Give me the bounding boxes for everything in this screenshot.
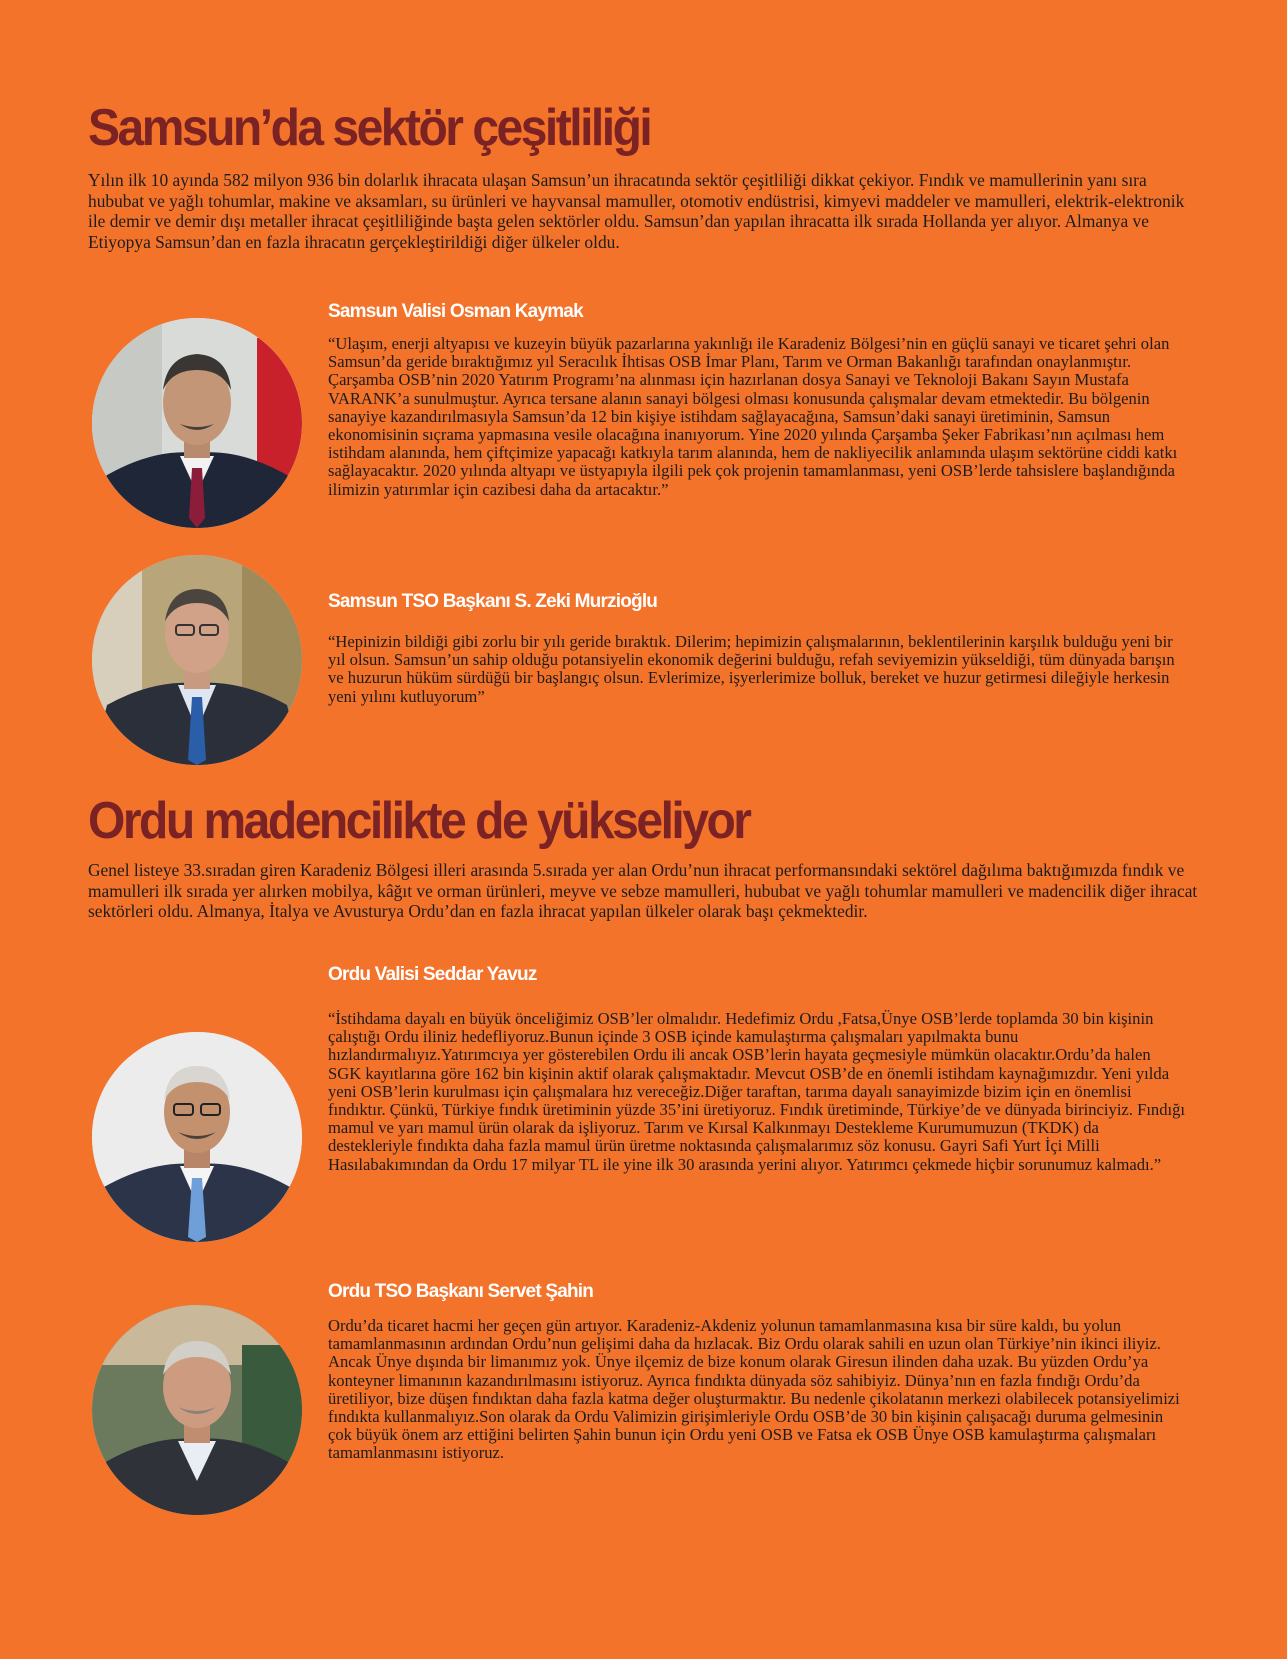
portrait-osman-kaymak-image bbox=[92, 318, 302, 528]
quote-seddar-yavuz: “İstihdama dayalı en büyük önceliğimiz OSB’ler olmalıdır. Hedefimiz Ordu ,Fatsa,Ünye OSB’lerde toplamda 30 bin kişinin çalıştığı Ordu iliniz hedefliyoruz.Bunun içinde 3 OSB içinde kamulaştırma çalışmaları yapılmakta bunu hızlandırmalıyız.Yatırımcıya yer gösterebilen Ordu ili ancak OSB’lerin hayata geçmesiyle mümkün olacaktır.Ordu’da halen SGK kayıtlarına göre 162 bin kişinin aktif olarak çalışmaktadır. Mevcut OSB’de en önemli istihdam kaynağımızdır. Yeni yılda yeni OSB’lerin kurulması için çalışmalara hız vereceğiz.Diğer taraftan, tarıma dayalı sanayimizde bizim için en önemlisi fındıktır. Çünkü, Türkiye fındık üretiminin yüzde 35’ini üretiyoruz. Fındık üretiminde, Türkiye’de ve dünyada birinciyiz. Fındığı mamul ve yarı mamul ürün olarak da işliyoruz. Tarım ve Kırsal Kalkınmayı Destekleme Kurumumuzun (TKDK) da destekleriyle fındıkta daha fazla mamul ürün üretme noktasında çalışmalarımız söz konusu. Gayri Safi Yurt İçi Milli Hasılabakımından da Ordu 17 milyar TL ile yine ilk 30 arasında yerini alıyor. Yatırımcı çekmede hiçbir sorunumuz kalmadı.” bbox=[328, 1009, 1186, 1174]
person-name-seddar-yavuz: Ordu Valisi Seddar Yavuz bbox=[328, 964, 537, 985]
section-title-ordu: Ordu madencilikte de yükseliyor bbox=[88, 792, 750, 850]
intro-samsun: Yılın ilk 10 ayında 582 milyon 936 bin dolarlık ihracata ulaşan Samsun’un ihracatında sektör çeşitliliği dikkat çekiyor. Fındık ve mamullerinin yanı sıra hububat ve yağlı tohumlar, makine ve aksamları, su ürünleri ve hayvansal mamuller, otomotiv endüstrisi, kimyevi maddeler ve mamulleri, elektrik-elektronik ile demir ve demir dışı metaller ihracat çeşitliliğinde başta gelen sektörler oldu. Samsun’dan yapılan ihracatta ilk sırada Hollanda yer alıyor. Almanya ve Etiyopya Samsun’dan en fazla ihracatın gerçekleştirildiği diğer ülkeler oldu. bbox=[88, 170, 1185, 252]
section-title-samsun: Samsun’da sektör çeşitliliği bbox=[88, 99, 651, 157]
portrait-servet-sahin bbox=[92, 1305, 302, 1515]
person-name-zeki-murzioglu: Samsun TSO Başkanı S. Zeki Murzioğlu bbox=[328, 591, 658, 612]
portrait-servet-sahin-image bbox=[92, 1305, 302, 1515]
intro-ordu: Genel listeye 33.sıradan giren Karadeniz Bölgesi illeri arasında 5.sırada yer alan Ordu’nun ihracat performansındaki sektörel dağılıma baktığımızda fındık ve mamulleri ilk sırada yer alırken mobilya, kâğıt ve orman ürünleri, meyve ve sebze mamulleri, hububat ve yağlı tohumlar mamulleri ve madencilik diğer ihracat sektörleri oldu. Almanya, İtalya ve Avusturya Ordu’dan en fazla ihracat yapılan ülkeler olarak başı çekmektedir. bbox=[88, 860, 1198, 922]
portrait-seddar-yavuz bbox=[92, 1032, 302, 1242]
person-name-servet-sahin: Ordu TSO Başkanı Servet Şahin bbox=[328, 1281, 594, 1302]
quote-servet-sahin: Ordu’da ticaret hacmi her geçen gün artıyor. Karadeniz-Akdeniz yolunun tamamlanmasına kısa bir süre kaldı, bu yolun tamamlanmasının ardından Ordu’nun gelişimi daha da hızlacak. Biz Ordu olarak sahili en uzun olan Türkiye’nin ikinci iliyiz. Ancak Ünye dışında bir limanımız yok. Ünye ilçemiz de bize konum olarak Giresun ilinden daha uzak. Bu yüzden Ordu’ya konteyner limanının kazandırılmasını istiyoruz. Ayrıca fındıkta dünyada söz sahibiyiz. Dünya’nın en fazla fındığı Ordu’da üretiliyor, bize düşen fındıktan daha fazla katma değer oluşturmaktır. Bu nedenle çikolatanın merkezi olabilecek potansiyelimizi fındıkta kullanmalıyız.Son olarak da Ordu Valimizin girişimleriyle Ordu OSB’de 30 bin kişinin çalışacağı duruma gelmesinin çok büyük önem arz ettiğini belirten Şahin bunun için Ordu yeni OSB ve Fatsa ek OSB Ünye OSB kamulaştırma çalışmaları tamamlanmasını istiyoruz. bbox=[328, 1316, 1180, 1463]
person-name-osman-kaymak: Samsun Valisi Osman Kaymak bbox=[328, 301, 583, 322]
portrait-zeki-murzioglu-image bbox=[92, 555, 302, 765]
portrait-seddar-yavuz-image bbox=[92, 1032, 302, 1242]
portrait-osman-kaymak bbox=[92, 318, 302, 528]
portrait-zeki-murzioglu bbox=[92, 555, 302, 765]
quote-osman-kaymak: “Ulaşım, enerji altyapısı ve kuzeyin büyük pazarlarına yakınlığı ile Karadeniz Bölgesi’nin en güçlü sanayi ve ticaret şehri olan Samsun’da geride bıraktığımız yıl Seracılık İhtisas OSB İmar Planı, Tarım ve Orman Bakanlığı tarafından onaylanmıştır. Çarşamba OSB’nin 2020 Yatırım Programı’na alınması için hazırlanan dosya Sanayi ve Teknoloji Bakanı Sayın Mustafa VARANK’a sunulmuştur. Ayrıca tersane alanın sanayi bölgesi olması konusunda çalışmalar devam etmektedir. Bu bölgenin sanayiye kazandırılmasıyla Samsun’da 12 bin kişiye istihdam sağlayacağına, Samsun’daki sanayi üretiminin, Samsun ekonomisinin sıçrama yapmasına vesile olacağına inanıyorum. Yine 2020 yılında Çarşamba Şeker Fabrikası’nın açılması hem istihdam alanında, hem çiftçimize yapacağı katkıyla tarım alanında, hem de nakliyecilik anlamında ulaşım sektörüne ciddi katkı sağlayacaktır. 2020 yılında altyapı ve üstyapıyla ilgili pek çok projenin tamamlanması, yeni OSB’lerde tahsislere başlandığında ilimizin yatırımlar için cazibesi daha da artacaktır.” bbox=[328, 334, 1178, 499]
quote-zeki-murzioglu: “Hepinizin bildiği gibi zorlu bir yılı geride bıraktık. Dilerim; hepimizin çalışmalarının, beklentilerinin karşılık bulduğu yeni bir yıl olsun. Samsun’un sahip olduğu potansiyelin ekonomik değerini bulduğu, refah seviyemizin yükseldiği, tüm dünyada barışın ve huzurun hüküm sürdüğü bir başlangıç olsun. Evlerimize, işyerlerimize bolluk, bereket ve huzur getirmesi dileğiyle herkesin yeni yılını kutluyorum” bbox=[328, 632, 1175, 706]
